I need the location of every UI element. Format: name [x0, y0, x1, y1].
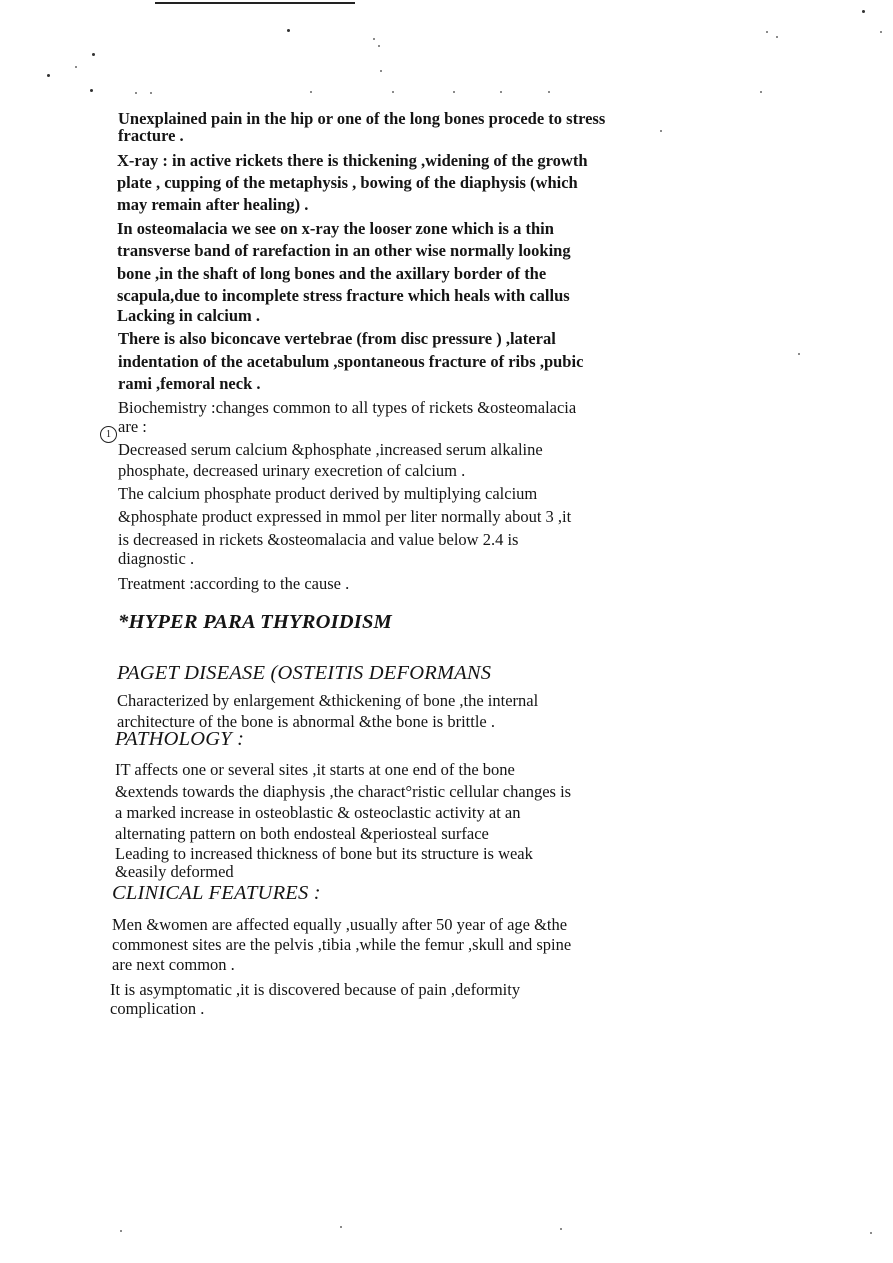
text-line: The calcium phosphate product derived by multiplying calcium [118, 484, 538, 503]
text-line: are next common . [112, 955, 235, 974]
text-line: rami ,femoral neck . [118, 374, 261, 393]
text-line: fracture . [118, 126, 184, 145]
speck [548, 91, 550, 93]
speck [500, 91, 502, 93]
text-line: In osteomalacia we see on x-ray the looser zone which is a thin [117, 219, 554, 238]
speck [870, 1232, 872, 1234]
speck [310, 91, 312, 93]
speck [380, 70, 382, 72]
text-line: scapula,due to incomplete stress fracture which heals with callus [117, 286, 570, 305]
section-heading: PATHOLOGY : [115, 728, 245, 750]
text-line: phosphate, decreased urinary execretion of calcium . [118, 461, 466, 480]
speck [92, 53, 95, 56]
section-heading: PAGET DISEASE (OSTEITIS DEFORMANS [117, 662, 492, 684]
speck [880, 31, 882, 33]
text-line: may remain after healing) . [117, 195, 309, 214]
text-line: is decreased in rickets &osteomalacia and value below 2.4 is [118, 530, 519, 549]
speck [392, 91, 394, 93]
speck [776, 36, 778, 38]
speck [135, 92, 137, 94]
text-line: architecture of the bone is abnormal &the bone is brittle . [117, 712, 496, 731]
text-line: alternating pattern on both endosteal &periosteal surface [115, 824, 489, 843]
section-heading: *HYPER PARA THYROIDISM [118, 611, 392, 633]
speck [760, 91, 762, 93]
text-line: a marked increase in osteoblastic & osteoclastic activity at an [115, 803, 521, 822]
text-line: IT affects one or several sites ,it starts at one end of the bone [115, 760, 515, 779]
speck [560, 1228, 562, 1230]
speck [75, 66, 77, 68]
speck [766, 31, 768, 33]
text-line: It is asymptomatic ,it is discovered because of pain ,deformity [110, 980, 521, 999]
speck [47, 74, 50, 77]
text-line: are : [118, 417, 147, 436]
text-line: There is also biconcave vertebrae (from disc pressure ) ,lateral [118, 329, 556, 348]
text-line: &phosphate product expressed in mmol per liter normally about 3 ,it [118, 507, 572, 526]
text-line: X-ray : in active rickets there is thickening ,widening of the growth [117, 151, 588, 170]
text-line: &easily deformed [115, 862, 234, 881]
text-line: bone ,in the shaft of long bones and the axillary border of the [117, 264, 547, 283]
speck [90, 89, 93, 92]
text-line: Treatment :according to the cause . [118, 574, 350, 593]
speck [150, 92, 152, 94]
text-line: Lacking in calcium . [117, 306, 261, 325]
text-line: Biochemistry :changes common to all types of rickets &osteomalacia [118, 398, 577, 417]
speck [378, 45, 380, 47]
text-line: commonest sites are the pelvis ,tibia ,while the femur ,skull and spine [112, 935, 572, 954]
speck [373, 38, 375, 40]
text-line: diagnostic . [118, 549, 195, 568]
text-line: Leading to increased thickness of bone but its structure is weak [115, 844, 533, 863]
speck [340, 1226, 342, 1228]
speck [287, 29, 290, 32]
section-heading: CLINICAL FEATURES : [112, 882, 321, 904]
text-line: complication . [110, 999, 205, 1018]
top-edge-line [155, 2, 355, 4]
text-line: Decreased serum calcium &phosphate ,increased serum alkaline [118, 440, 543, 459]
text-line: Unexplained pain in the hip or one of the long bones procede to stress [118, 109, 606, 128]
text-line: Men &women are affected equally ,usually after 50 year of age &the [112, 915, 568, 934]
speck [660, 130, 662, 132]
margin-circled-number: 1 [100, 426, 117, 443]
speck [120, 1230, 122, 1232]
text-line: plate , cupping of the metaphysis , bowing of the diaphysis (which [117, 173, 578, 192]
text-line: &extends towards the diaphysis ,the charact°ristic cellular changes is [115, 782, 572, 801]
speck [862, 10, 865, 13]
text-line: transverse band of rarefaction in an other wise normally looking [117, 241, 571, 260]
text-line: indentation of the acetabulum ,spontaneous fracture of ribs ,pubic [118, 352, 584, 371]
speck [798, 353, 800, 355]
text-line: Characterized by enlargement &thickening of bone ,the internal [117, 691, 539, 710]
speck [453, 91, 455, 93]
